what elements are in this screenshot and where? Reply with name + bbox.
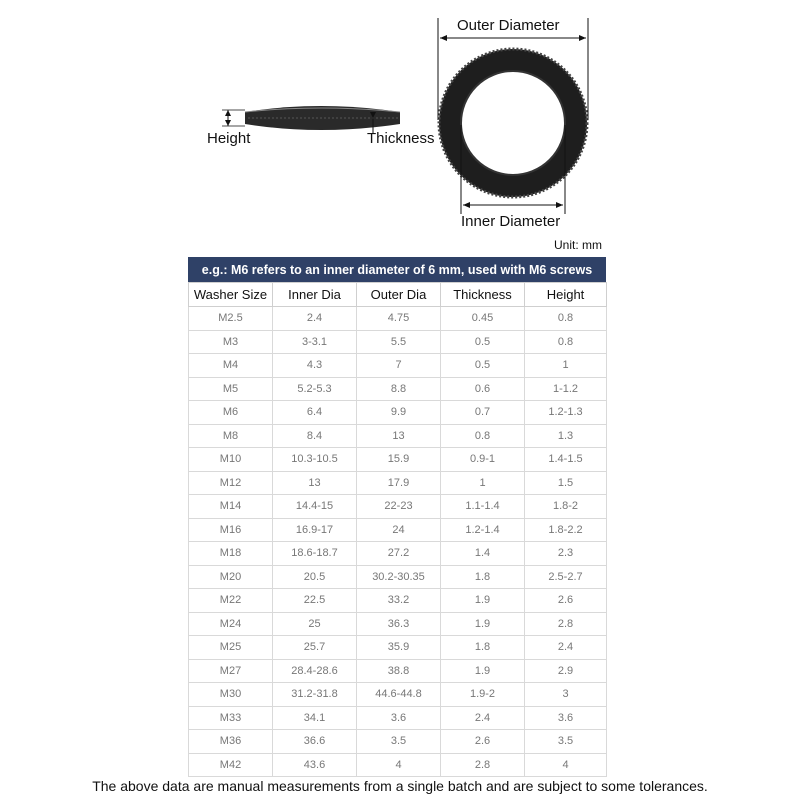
cell-inner-dia: 13 [273,471,357,495]
cell-height: 3.5 [525,730,607,754]
cell-outer-dia: 36.3 [357,612,441,636]
cell-inner-dia: 14.4-15 [273,495,357,519]
cell-height: 2.6 [525,589,607,613]
cell-inner-dia: 25 [273,612,357,636]
cell-inner-dia: 25.7 [273,636,357,660]
cell-thickness: 0.5 [441,354,525,378]
cell-washer-size: M2.5 [189,307,273,331]
cell-height: 1.8-2.2 [525,518,607,542]
cell-thickness: 0.5 [441,330,525,354]
cell-washer-size: M3 [189,330,273,354]
cell-thickness: 1.2-1.4 [441,518,525,542]
footnote: The above data are manual measurements from a single batch and are subject to some tolerances. [92,778,708,794]
table-row [189,659,607,683]
header-inner-dia: Inner Dia [273,283,357,307]
cell-thickness: 2.4 [441,706,525,730]
cell-height: 2.8 [525,612,607,636]
table-row [189,518,607,542]
table-row [189,424,607,448]
table-row [189,612,607,636]
cell-washer-size: M16 [189,518,273,542]
cell-thickness: 0.9-1 [441,448,525,472]
cell-height: 1.4-1.5 [525,448,607,472]
cell-thickness: 1.9 [441,589,525,613]
cell-washer-size: M27 [189,659,273,683]
cell-inner-dia: 4.3 [273,354,357,378]
cell-washer-size: M42 [189,753,273,777]
table-row [189,330,607,354]
cell-inner-dia: 22.5 [273,589,357,613]
cell-thickness: 2.8 [441,753,525,777]
cell-washer-size: M14 [189,495,273,519]
table-row [189,636,607,660]
cell-height: 0.8 [525,307,607,331]
washer-diagram [0,0,800,260]
cell-washer-size: M10 [189,448,273,472]
washer-top-view [438,18,588,214]
cell-inner-dia: 18.6-18.7 [273,542,357,566]
table-row [189,730,607,754]
cell-height: 2.5-2.7 [525,565,607,589]
cell-outer-dia: 3.5 [357,730,441,754]
table-header-row [189,283,607,307]
header-outer-dia: Outer Dia [357,283,441,307]
cell-washer-size: M4 [189,354,273,378]
cell-height: 3.6 [525,706,607,730]
header-washer-size: Washer Size [189,283,273,307]
cell-inner-dia: 31.2-31.8 [273,683,357,707]
cell-height: 1-1.2 [525,377,607,401]
cell-thickness: 1.9 [441,612,525,636]
cell-outer-dia: 3.6 [357,706,441,730]
cell-washer-size: M22 [189,589,273,613]
header-height: Height [525,283,607,307]
table-row [189,589,607,613]
cell-outer-dia: 44.6-44.8 [357,683,441,707]
cell-outer-dia: 13 [357,424,441,448]
cell-inner-dia: 6.4 [273,401,357,425]
cell-washer-size: M20 [189,565,273,589]
cell-inner-dia: 16.9-17 [273,518,357,542]
cell-inner-dia: 8.4 [273,424,357,448]
table-row [189,683,607,707]
cell-outer-dia: 35.9 [357,636,441,660]
height-label: Height [207,130,251,147]
cell-outer-dia: 15.9 [357,448,441,472]
cell-outer-dia: 22-23 [357,495,441,519]
cell-outer-dia: 5.5 [357,330,441,354]
cell-outer-dia: 38.8 [357,659,441,683]
cell-thickness: 1.9 [441,659,525,683]
cell-outer-dia: 9.9 [357,401,441,425]
table-banner: e.g.: M6 refers to an inner diameter of 6 mm, used with M6 screws [188,257,606,282]
table-row [189,448,607,472]
cell-height: 4 [525,753,607,777]
cell-inner-dia: 34.1 [273,706,357,730]
cell-height: 1.8-2 [525,495,607,519]
cell-thickness: 1.9-2 [441,683,525,707]
thickness-label: Thickness [367,130,435,147]
cell-outer-dia: 24 [357,518,441,542]
unit-label: Unit: mm [554,238,602,252]
cell-thickness: 1 [441,471,525,495]
inner-diameter-label: Inner Diameter [461,213,561,230]
cell-washer-size: M30 [189,683,273,707]
cell-washer-size: M25 [189,636,273,660]
table-row [189,377,607,401]
cell-inner-dia: 3-3.1 [273,330,357,354]
cell-inner-dia: 10.3-10.5 [273,448,357,472]
table-row [189,471,607,495]
cell-outer-dia: 4.75 [357,307,441,331]
cell-height: 1.2-1.3 [525,401,607,425]
cell-thickness: 0.6 [441,377,525,401]
cell-washer-size: M5 [189,377,273,401]
cell-height: 1 [525,354,607,378]
cell-thickness: 2.6 [441,730,525,754]
cell-thickness: 1.8 [441,636,525,660]
cell-height: 2.3 [525,542,607,566]
cell-outer-dia: 4 [357,753,441,777]
table-row [189,307,607,331]
cell-thickness: 1.4 [441,542,525,566]
table-row [189,706,607,730]
cell-height: 0.8 [525,330,607,354]
cell-inner-dia: 5.2-5.3 [273,377,357,401]
table-row [189,565,607,589]
cell-outer-dia: 7 [357,354,441,378]
cell-washer-size: M18 [189,542,273,566]
cell-outer-dia: 33.2 [357,589,441,613]
table-row [189,401,607,425]
table-row [189,753,607,777]
cell-thickness: 0.7 [441,401,525,425]
cell-inner-dia: 2.4 [273,307,357,331]
cell-inner-dia: 36.6 [273,730,357,754]
cell-inner-dia: 28.4-28.6 [273,659,357,683]
cell-washer-size: M33 [189,706,273,730]
cell-outer-dia: 27.2 [357,542,441,566]
cell-washer-size: M12 [189,471,273,495]
outer-diameter-label: Outer Diameter [457,17,560,34]
cell-height: 1.3 [525,424,607,448]
cell-washer-size: M6 [189,401,273,425]
table-row [189,542,607,566]
cell-washer-size: M8 [189,424,273,448]
cell-washer-size: M24 [189,612,273,636]
cell-outer-dia: 17.9 [357,471,441,495]
table-row [189,354,607,378]
table-row [189,495,607,519]
cell-thickness: 0.45 [441,307,525,331]
cell-inner-dia: 43.6 [273,753,357,777]
cell-thickness: 1.1-1.4 [441,495,525,519]
cell-height: 2.9 [525,659,607,683]
cell-outer-dia: 8.8 [357,377,441,401]
cell-outer-dia: 30.2-30.35 [357,565,441,589]
header-thickness: Thickness [441,283,525,307]
washer-spec-table [188,282,607,777]
cell-height: 1.5 [525,471,607,495]
cell-inner-dia: 20.5 [273,565,357,589]
cell-washer-size: M36 [189,730,273,754]
cell-thickness: 0.8 [441,424,525,448]
cell-thickness: 1.8 [441,565,525,589]
cell-height: 2.4 [525,636,607,660]
cell-height: 3 [525,683,607,707]
